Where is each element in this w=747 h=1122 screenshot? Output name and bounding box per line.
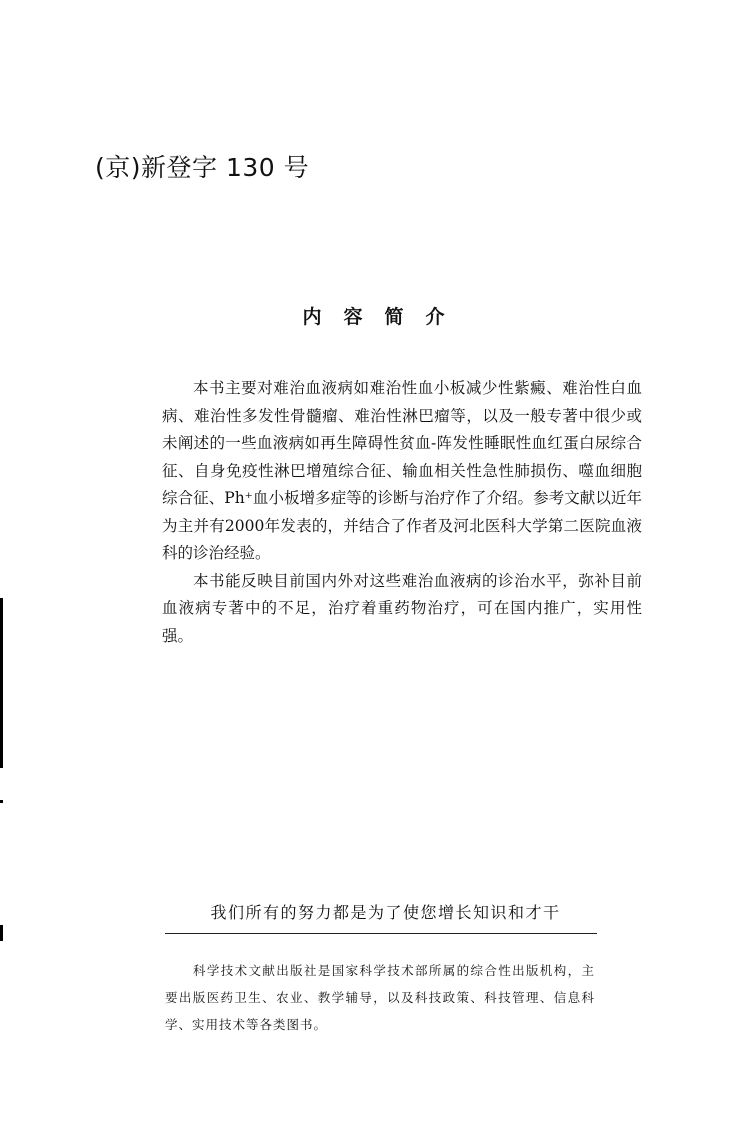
summary-paragraph: 本书主要对难治血液病如难治性血小板减少性紫癜、难治性白血病、难治性多发性骨髓瘤、难治性淋巴瘤等，以及一般专著中很少或未阐述的一些血液病如再生障碍性贫血-阵发性睡眠性血红蛋白尿综合征、自身免疫性淋巴增殖综合征、输血相关性急性肺损伤、噬血细胞综合征、Ph⁺血小板增多症等的诊断与治疗作了介绍。参考文献以近年为主并有2000年发表的，并结合了作者及河北医科大学第二医院血液科的诊治经验。 (162, 379, 642, 562)
publisher-info-text: 科学技术文献出版社是国家科学技术部所属的综合性出版机构，主要出版医药卫生、农业、教学辅导，以及科技政策、科技管理、信息科学、实用技术等各类图书。 (165, 963, 595, 1032)
motto-divider (165, 933, 597, 934)
summary-body (162, 375, 642, 650)
publisher-info (165, 957, 595, 1038)
summary-title: 内容简介 (302, 306, 467, 328)
summary-paragraph: 本书能反映目前国内外对这些难治血液病的诊治水平，弥补目前血液病专著中的不足，治疗着重药物治疗，可在国内推广，实用性强。 (162, 571, 642, 645)
scan-edge-mark (0, 925, 3, 941)
scan-edge-mark (0, 800, 3, 803)
scan-edge-mark (0, 598, 3, 768)
registration-code: (京)新登字 130 号 (95, 153, 310, 182)
publisher-motto: 我们所有的努力都是为了使您增长知识和才干 (210, 903, 561, 922)
